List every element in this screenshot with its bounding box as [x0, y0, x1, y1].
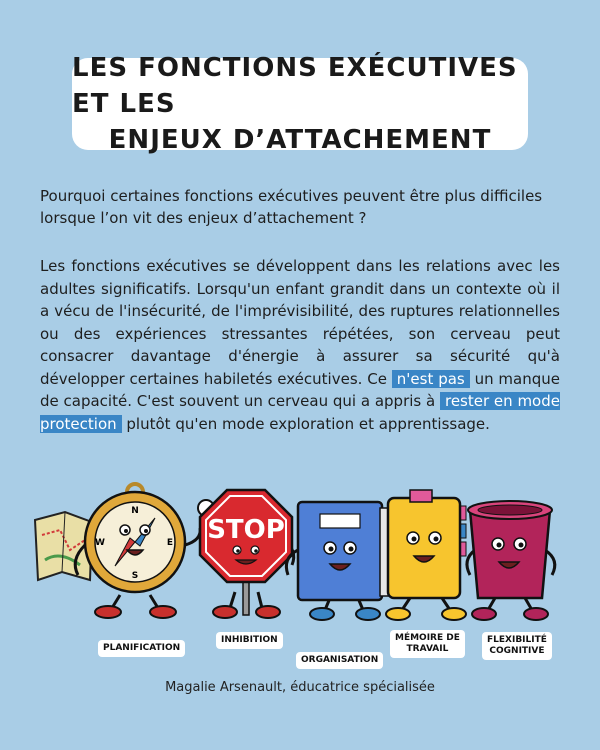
compass-w: W	[95, 538, 105, 548]
body-part-1: Les fonctions exécutives se développent dans les relations avec les adultes significatifs. Lorsqu'un enfant grandit dans un contexte où il a vécu de l'insécurité, de l'imprévisibilité, des ruptures relationnelles ou des expériences stressantes répétées, son cerveau peut consacrer davantage d'énergie à assurer sa sécurité qu'à développer certaines habiletés exécutives. Ce	[40, 257, 560, 388]
label-memoire-de-travail	[390, 630, 465, 658]
title-line-2: ENJEUX D’ATTACHEMENT	[108, 125, 492, 155]
title-line-1: LES FONCTIONS EXÉCUTIVES ET LES	[72, 53, 518, 119]
body-part-2: un manque de capacité. C'est souvent un cerveau qui a appris à	[40, 369, 560, 410]
highlight-n-est-pas: n'est pas	[392, 370, 470, 388]
label-organisation-text: ORGANISATION	[301, 655, 379, 665]
intro-question: Pourquoi certaines fonctions exécutives peuvent être plus difficiles lorsque l’on vit des enjeux d’attachement ?	[40, 187, 543, 227]
stop-sign-text: STOP	[207, 515, 285, 545]
label-flexibilite-line2: COGNITIVE	[489, 646, 545, 656]
compass-n: N	[131, 506, 139, 516]
folder-character	[386, 490, 466, 620]
label-planification-text: PLANIFICATION	[103, 643, 181, 653]
label-memoire-line1: MÉMOIRE DE	[395, 633, 460, 643]
label-planification	[98, 640, 185, 657]
label-memoire-line2: TRAVAIL	[406, 644, 449, 654]
label-flexibilite-line1: FLEXIBILITÉ	[487, 635, 547, 645]
label-inhibition	[216, 632, 283, 649]
highlight-mode-protection: rester en mode protection	[40, 392, 560, 433]
body-part-3: plutôt qu'en mode exploration et apprentissage.	[121, 414, 490, 433]
binder-character	[286, 502, 393, 620]
label-organisation	[296, 652, 383, 669]
label-flexibilite-cognitive	[482, 632, 552, 660]
cup-character	[467, 501, 555, 620]
characters-illustration	[30, 480, 575, 670]
body-paragraph	[40, 255, 560, 435]
compass-s: S	[131, 571, 139, 581]
label-inhibition-text: INHIBITION	[221, 635, 278, 645]
title-box	[72, 53, 528, 155]
compass-e: E	[166, 538, 174, 548]
compass-character	[75, 484, 200, 618]
signature: Magalie Arsenault, éducatrice spécialisée	[165, 680, 435, 695]
stop-sign-character	[198, 490, 294, 618]
